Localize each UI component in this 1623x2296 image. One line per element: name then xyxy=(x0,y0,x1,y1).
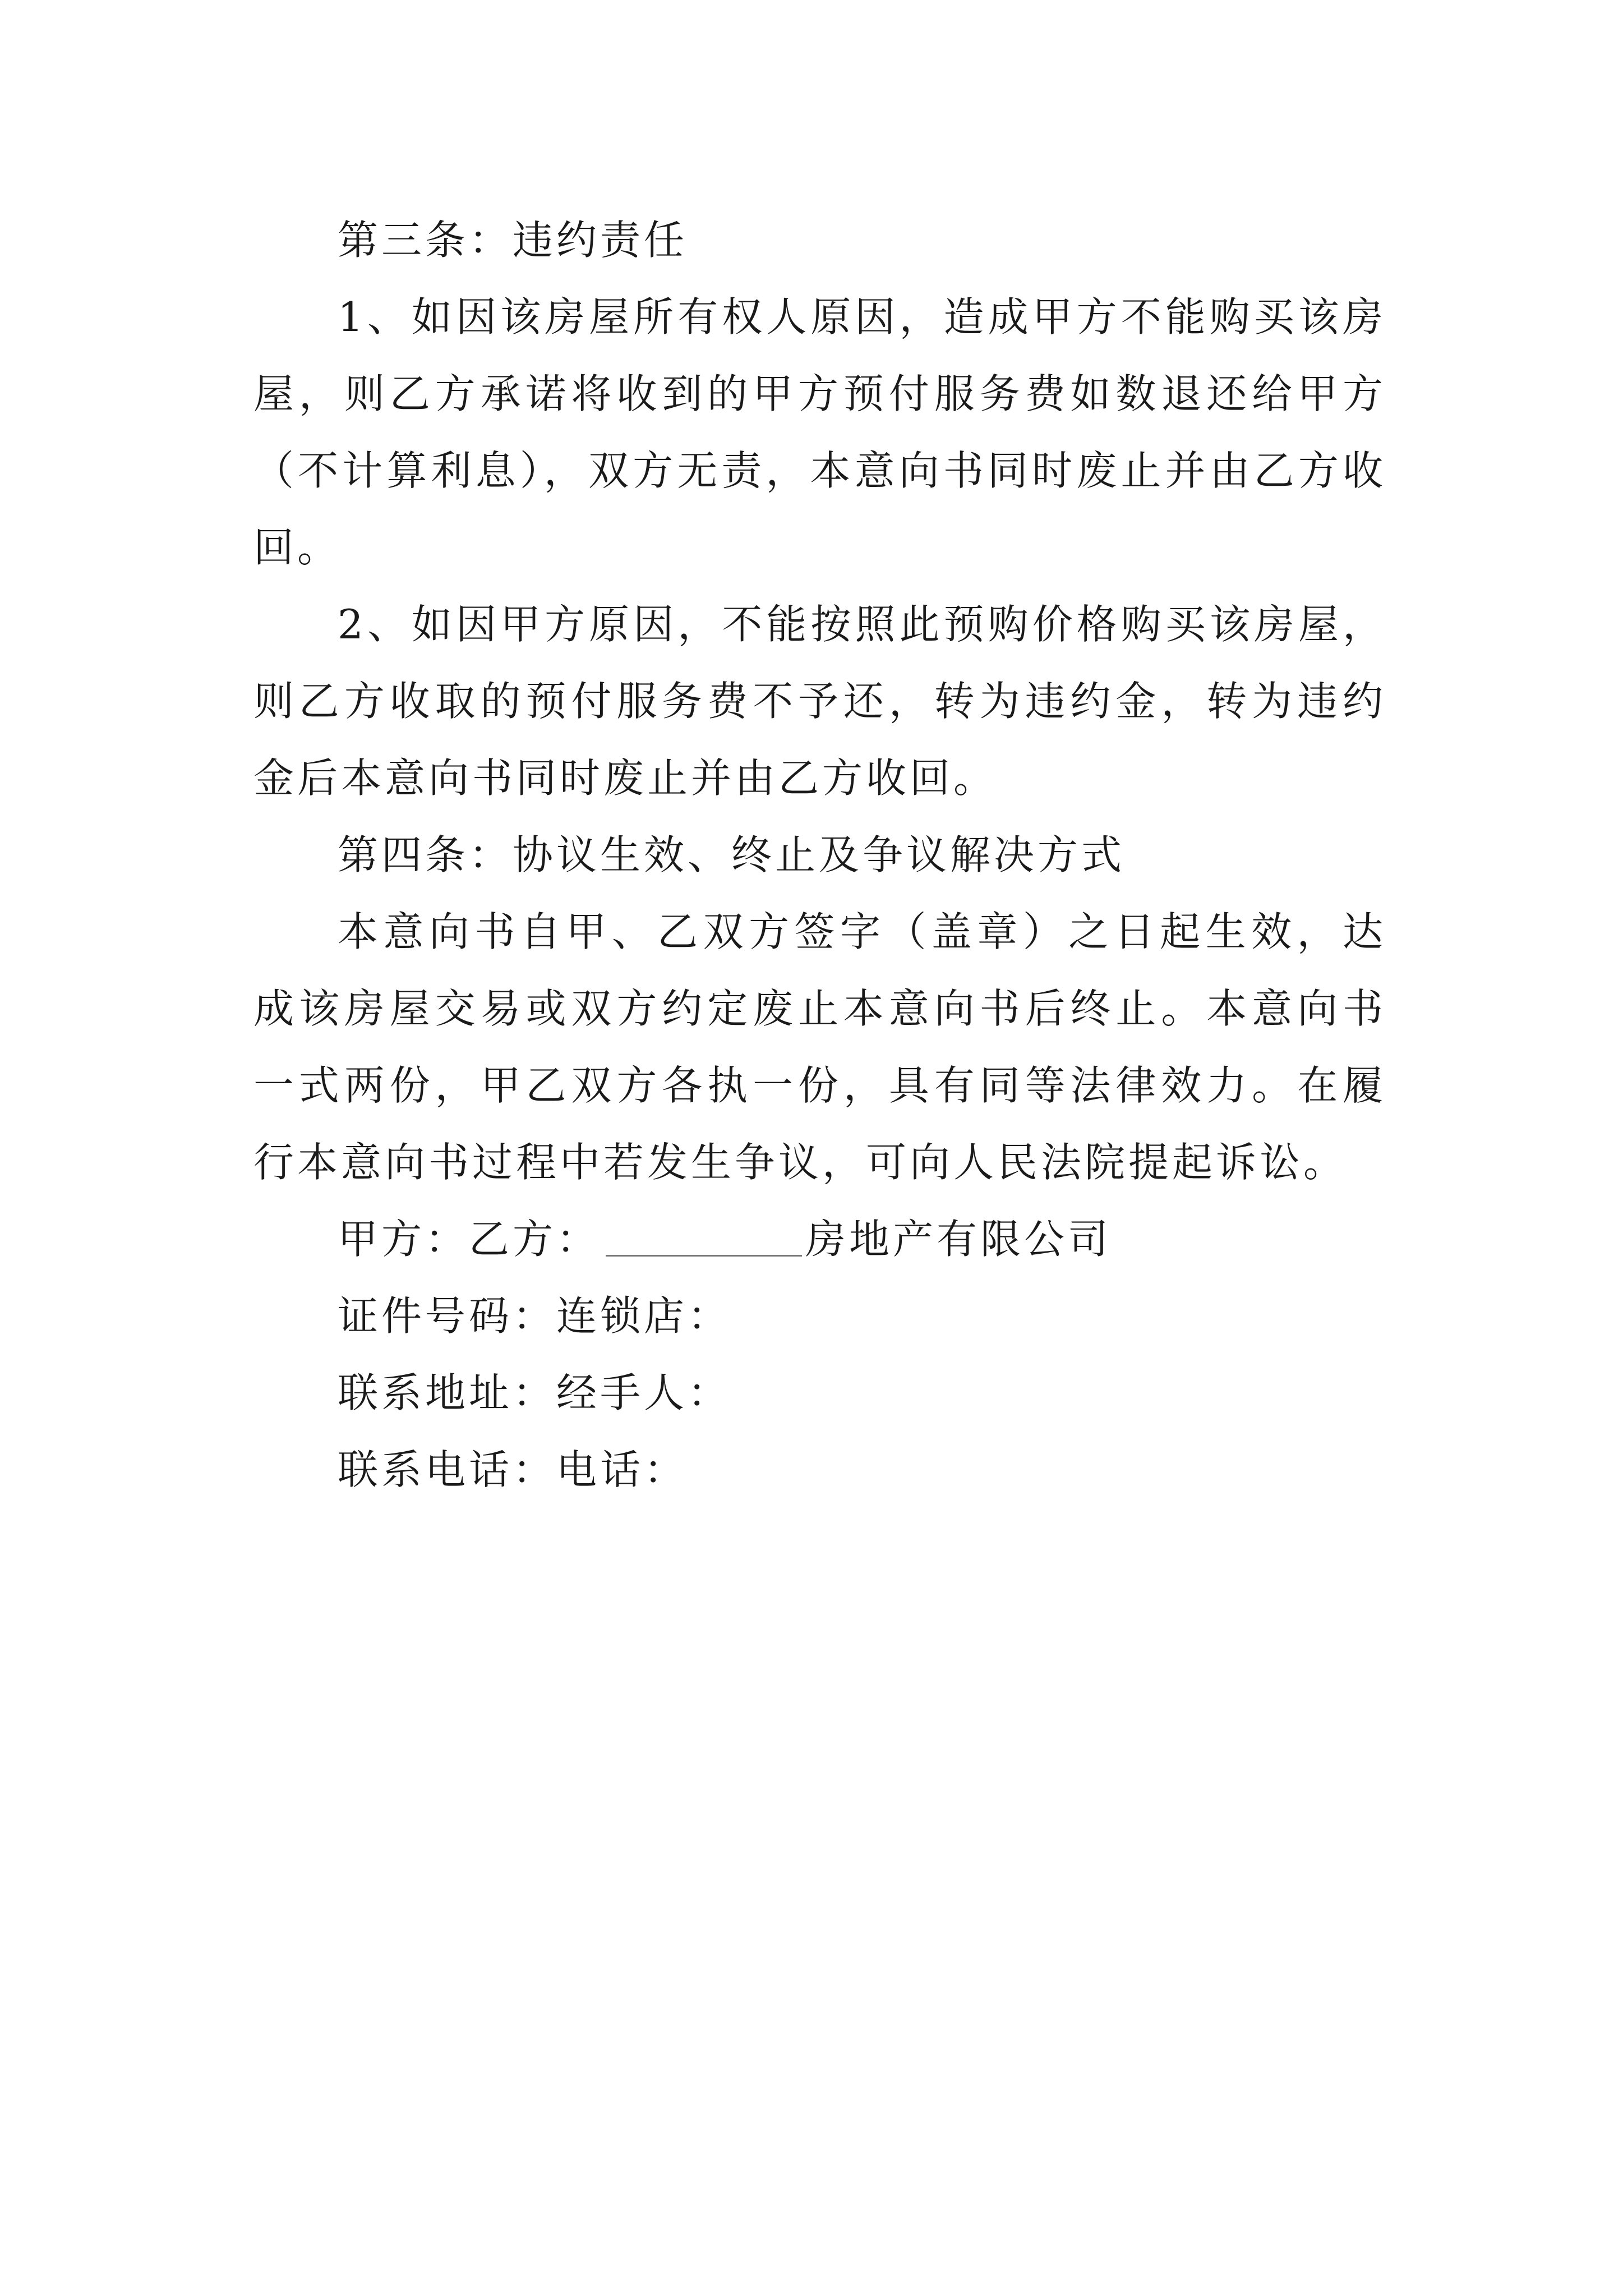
article-3-title: 第三条：违约责任 xyxy=(338,217,688,264)
chain-store-label: 连锁店： xyxy=(556,1292,732,1340)
id-number-label: 证件号码： xyxy=(338,1292,557,1340)
tel-label: 电话： xyxy=(556,1446,688,1493)
party-b-label: 乙方： xyxy=(469,1216,601,1263)
article-3-item-2: 2、如因甲方原因，不能按照此预购价格购买该房屋，则乙方收取的预付服务费不予还，转为违约金，转为违约金后本意向书同时废止并由乙方收回。 xyxy=(253,601,1386,802)
article-4-title: 第四条：协议生效、终止及争议解决方式 xyxy=(338,831,1126,878)
signature-line-parties xyxy=(253,1201,1386,1278)
article-4-body: 本意向书自甲、乙双方签字（盖章）之日起生效，达成该房屋交易或双方约定废止本意向书后终止。本意向书一式两份，甲乙双方各执一份，具有同等法律效力。在履行本意向书过程中若发生争议，可向人民法院提起诉讼。 xyxy=(253,908,1386,1186)
handler-label: 经手人： xyxy=(556,1369,732,1416)
company-name-blank xyxy=(606,1254,802,1257)
article-3-item-1: 1、如因该房屋所有权人原因，造成甲方不能购买该房屋，则乙方承诺将收到的甲方预付服务费如数退还给甲方（不计算利息），双方无责，本意向书同时废止并由乙方收回。 xyxy=(253,293,1386,571)
signature-line-address xyxy=(253,1355,1386,1432)
signature-line-phone xyxy=(253,1432,1386,1508)
signature-line-id xyxy=(253,1278,1386,1355)
company-suffix: 房地产有限公司 xyxy=(805,1216,1112,1263)
phone-label: 联系电话： xyxy=(338,1446,557,1493)
document-content xyxy=(253,202,1386,1508)
address-label: 联系地址： xyxy=(338,1369,557,1416)
party-a-label: 甲方： xyxy=(338,1216,469,1263)
